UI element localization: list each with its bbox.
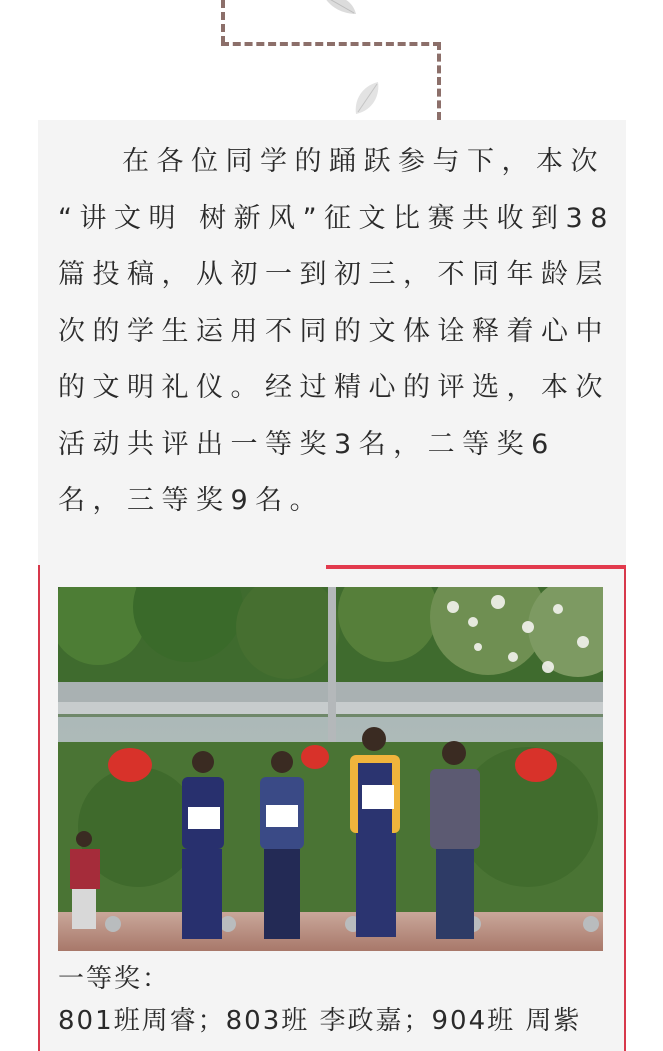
paragraph-line: 名，三等奖9名。 (58, 485, 325, 516)
paragraph-line: 活动共评出一等奖3名，二等奖6 (58, 428, 556, 460)
paragraph-line: 的文明礼仪。经过精心的评选，本次 (58, 372, 610, 403)
winners-list: 801班周睿；803班 李政嘉；904班 周紫 (58, 1006, 582, 1036)
article-text-panel (38, 120, 626, 565)
frame-accent-bar (326, 565, 626, 569)
article-paragraph (58, 134, 618, 530)
decorative-dashed-line (221, 42, 441, 46)
paragraph-line: 在各位同学的踊跃参与下，本次 (122, 146, 605, 177)
decorative-dashed-line (437, 42, 441, 120)
paragraph-line: 次的学生运用不同的文体诠释着心中 (58, 315, 610, 347)
decorative-dashed-line (221, 0, 225, 44)
award-heading: 一等奖： (58, 964, 171, 994)
paragraph-line: “讲文明 树新风”征文比赛共收到38 (58, 202, 615, 234)
paragraph-line: 篇投稿，从初一到初三，不同年龄层 (58, 259, 610, 290)
petal-icon (322, 0, 358, 16)
award-ceremony-photo[interactable] (58, 587, 603, 951)
petal-icon (352, 80, 382, 116)
